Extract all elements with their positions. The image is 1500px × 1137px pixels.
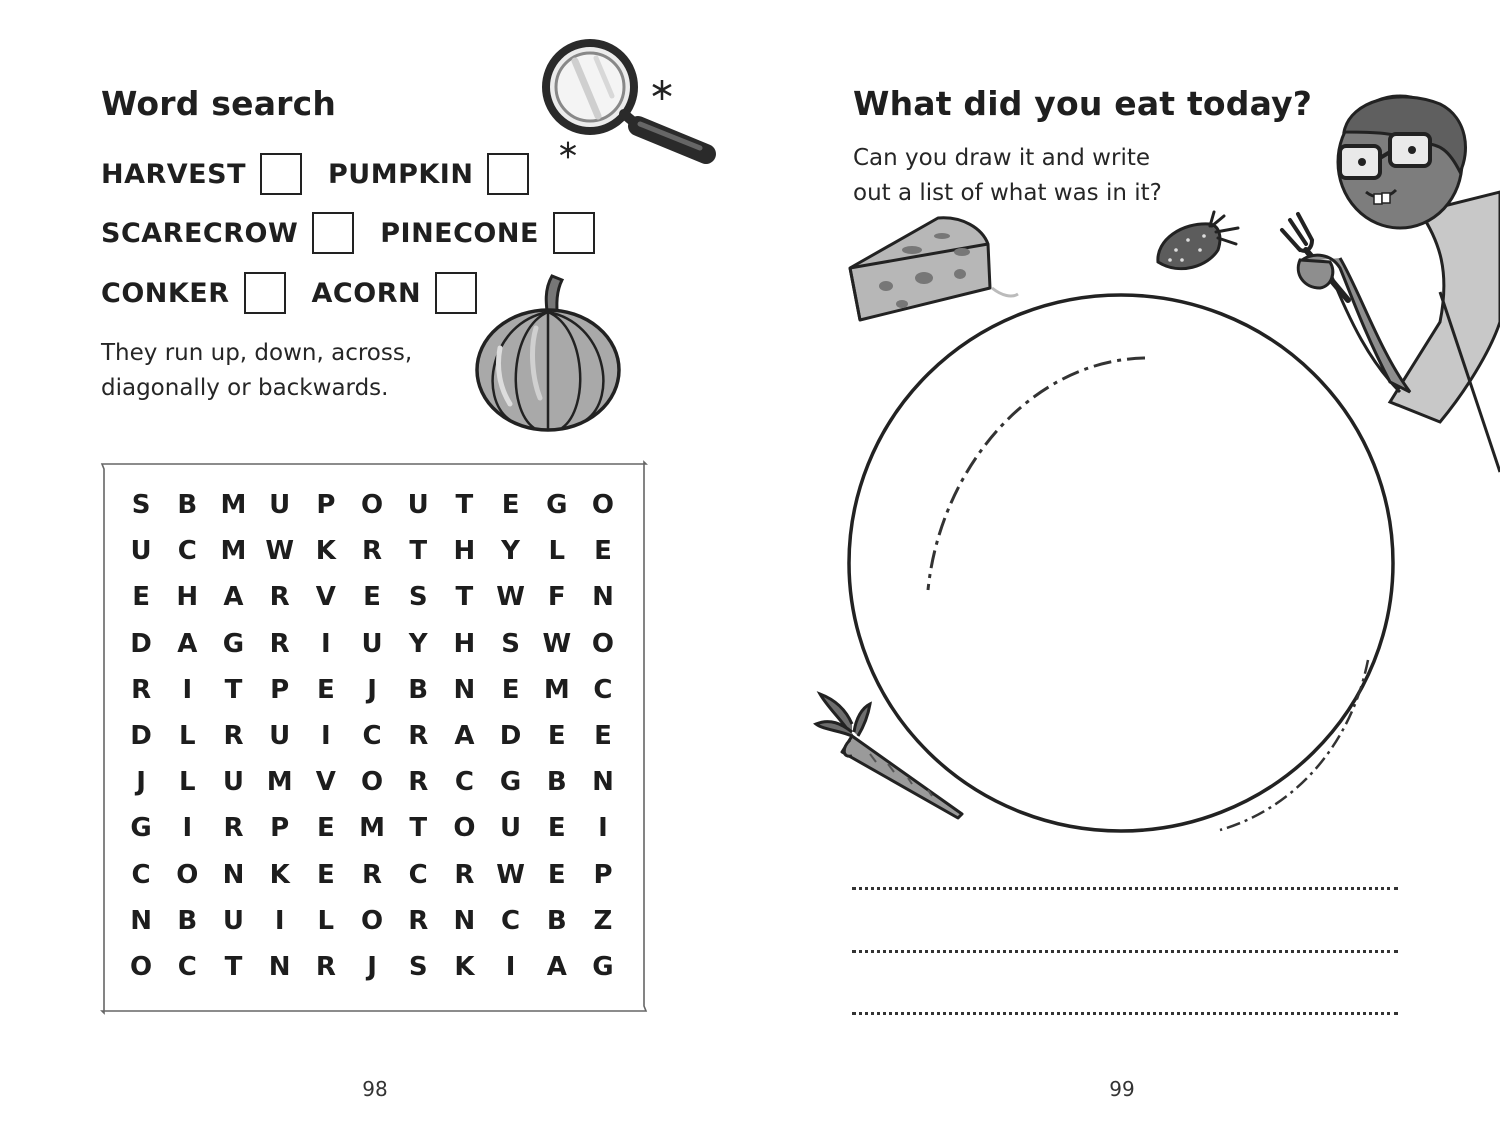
- word-checkbox[interactable]: [260, 153, 302, 195]
- grid-letter[interactable]: E: [132, 582, 150, 613]
- grid-letter[interactable]: Z: [593, 905, 613, 936]
- grid-letter[interactable]: Y: [501, 536, 520, 567]
- grid-letter[interactable]: M: [543, 674, 570, 705]
- grid-letter[interactable]: C: [501, 905, 521, 936]
- grid-letter[interactable]: H: [453, 628, 476, 659]
- grid-letter[interactable]: O: [360, 767, 384, 798]
- grid-letter[interactable]: F: [547, 582, 566, 613]
- grid-letter[interactable]: B: [408, 674, 429, 705]
- grid-letter[interactable]: U: [269, 721, 291, 752]
- grid-letter[interactable]: R: [362, 859, 383, 890]
- grid-letter[interactable]: L: [178, 767, 196, 798]
- grid-letter[interactable]: E: [501, 490, 520, 521]
- grid-letter[interactable]: H: [176, 582, 199, 613]
- grid-letter[interactable]: L: [178, 721, 196, 752]
- grid-letter[interactable]: N: [130, 905, 152, 936]
- grid-letter[interactable]: G: [130, 813, 152, 844]
- grid-letter[interactable]: E: [594, 721, 612, 752]
- grid-letter[interactable]: I: [505, 951, 516, 982]
- grid-letter[interactable]: R: [408, 905, 429, 936]
- grid-letter[interactable]: R: [454, 859, 475, 890]
- word-checkbox[interactable]: [553, 212, 595, 254]
- grid-letter[interactable]: E: [547, 859, 566, 890]
- grid-letter[interactable]: V: [315, 582, 336, 613]
- grid-letter[interactable]: R: [131, 674, 152, 705]
- grid-letter[interactable]: U: [500, 813, 522, 844]
- grid-letter[interactable]: R: [362, 536, 383, 567]
- grid-letter[interactable]: R: [223, 721, 244, 752]
- grid-letter[interactable]: I: [321, 721, 331, 752]
- grid-letter[interactable]: I: [182, 813, 193, 844]
- grid-letter[interactable]: U: [407, 490, 429, 521]
- grid-letter[interactable]: V: [315, 767, 336, 798]
- grid-letter[interactable]: G: [546, 490, 568, 521]
- grid-letter[interactable]: U: [269, 490, 291, 521]
- grid-letter[interactable]: W: [496, 859, 525, 890]
- grid-letter[interactable]: W: [265, 536, 294, 567]
- grid-letter[interactable]: U: [130, 536, 152, 567]
- word-list-row: [101, 153, 529, 195]
- grid-letter[interactable]: O: [130, 951, 153, 982]
- grid-letter[interactable]: O: [360, 490, 384, 521]
- grid-letter[interactable]: D: [130, 721, 152, 752]
- grid-letter[interactable]: O: [360, 905, 384, 936]
- grid-letter[interactable]: I: [598, 813, 608, 844]
- grid-letter[interactable]: S: [408, 582, 428, 613]
- grid-letter[interactable]: U: [222, 767, 245, 798]
- grid-letter[interactable]: P: [270, 674, 290, 705]
- grid-letter[interactable]: T: [455, 490, 474, 521]
- grid-letter[interactable]: S: [408, 951, 428, 982]
- sparkle-icon: [650, 78, 674, 106]
- word-label: PUMPKIN: [328, 158, 474, 190]
- page-number: 98: [362, 1077, 388, 1101]
- grid-letter[interactable]: E: [547, 721, 566, 752]
- writing-line[interactable]: [852, 887, 1398, 890]
- strawberry-icon: [1152, 210, 1244, 284]
- grid-letter[interactable]: C: [593, 674, 613, 705]
- pumpkin-icon: [470, 268, 626, 438]
- child-character: [1290, 92, 1500, 486]
- grid-letter[interactable]: A: [546, 951, 567, 982]
- word-list-row: [101, 272, 477, 314]
- grid-letter[interactable]: O: [591, 490, 615, 521]
- instruction-line: Can you draw it and write: [853, 145, 1151, 171]
- word-search-title: Word search: [101, 84, 337, 123]
- word-label: HARVEST: [101, 158, 246, 190]
- sparkle-icon: [558, 140, 578, 164]
- grid-letter[interactable]: O: [453, 813, 476, 844]
- meal-title: What did you eat today?: [853, 84, 1313, 123]
- grid-letter[interactable]: B: [546, 905, 567, 936]
- grid-letter[interactable]: J: [136, 767, 146, 798]
- word-item-scarecrow: [101, 212, 354, 254]
- grid-letter[interactable]: R: [269, 582, 290, 613]
- grid-letter[interactable]: O: [591, 628, 615, 659]
- grid-letter[interactable]: N: [453, 905, 476, 936]
- page-number: 99: [1109, 1077, 1135, 1101]
- word-checkbox[interactable]: [487, 153, 529, 195]
- grid-letter[interactable]: T: [224, 674, 243, 705]
- grid-letter[interactable]: M: [220, 490, 247, 521]
- grid-letter[interactable]: S: [501, 628, 520, 659]
- grid-letter[interactable]: S: [131, 490, 151, 521]
- grid-letter[interactable]: N: [453, 674, 476, 705]
- grid-letter[interactable]: Y: [408, 628, 428, 659]
- word-checkbox[interactable]: [244, 272, 286, 314]
- grid-letter[interactable]: N: [222, 859, 245, 890]
- grid-letter[interactable]: K: [315, 536, 336, 567]
- grid-letter[interactable]: U: [222, 905, 245, 936]
- grid-letter[interactable]: C: [408, 859, 428, 890]
- grid-letter[interactable]: J: [367, 674, 377, 705]
- instruction-line: out a list of what was in it?: [853, 180, 1162, 206]
- grid-letter[interactable]: M: [359, 813, 385, 844]
- instruction-line: diagonally or backwards.: [101, 375, 389, 401]
- grid-letter[interactable]: C: [131, 859, 151, 890]
- writing-line[interactable]: [852, 1012, 1398, 1015]
- grid-letter[interactable]: T: [224, 951, 243, 982]
- grid-letter[interactable]: C: [177, 951, 197, 982]
- grid-letter[interactable]: R: [408, 721, 429, 752]
- grid-letter[interactable]: C: [454, 767, 474, 798]
- word-search-instructions: [101, 336, 412, 406]
- grid-letter[interactable]: N: [268, 951, 291, 982]
- grid-letter[interactable]: T: [409, 536, 428, 567]
- grid-letter[interactable]: E: [594, 536, 612, 567]
- grid-letter[interactable]: K: [454, 951, 475, 982]
- grid-letter[interactable]: M: [266, 767, 293, 798]
- word-checkbox[interactable]: [312, 212, 354, 254]
- grid-letter[interactable]: E: [316, 859, 335, 890]
- grid-letter[interactable]: T: [409, 813, 428, 844]
- grid-letter[interactable]: C: [362, 721, 382, 752]
- word-item-harvest: [101, 153, 302, 195]
- grid-letter[interactable]: B: [546, 767, 567, 798]
- carrot-icon: [812, 690, 972, 830]
- grid-letter[interactable]: A: [223, 582, 244, 613]
- word-item-pinecone: [380, 212, 595, 254]
- grid-letter[interactable]: A: [454, 721, 475, 752]
- meal-instructions: [853, 141, 1162, 211]
- grid-letter[interactable]: G: [499, 767, 522, 798]
- grid-letter[interactable]: E: [316, 674, 335, 705]
- grid-letter[interactable]: E: [501, 674, 520, 705]
- grid-letter[interactable]: N: [592, 582, 614, 613]
- grid-letter[interactable]: P: [270, 813, 290, 844]
- word-item-acorn: [312, 272, 478, 314]
- grid-letter[interactable]: P: [316, 490, 336, 521]
- grid-letter[interactable]: E: [316, 813, 335, 844]
- grid-letter[interactable]: I: [274, 905, 285, 936]
- word-list-row: [101, 212, 595, 254]
- grid-letter[interactable]: J: [367, 951, 377, 982]
- grid-letter[interactable]: R: [408, 767, 429, 798]
- grid-letter[interactable]: R: [223, 813, 244, 844]
- grid-letter[interactable]: E: [547, 813, 566, 844]
- grid-letter[interactable]: C: [177, 536, 197, 567]
- grid-letter[interactable]: W: [496, 582, 525, 613]
- grid-letter[interactable]: M: [220, 536, 247, 567]
- grid-letter[interactable]: O: [176, 859, 199, 890]
- grid-letter[interactable]: A: [177, 628, 198, 659]
- grid-letter[interactable]: R: [269, 628, 290, 659]
- word-label: SCARECROW: [101, 217, 299, 249]
- instruction-line: They run up, down, across,: [101, 340, 413, 366]
- grid-letter[interactable]: T: [455, 582, 474, 613]
- grid-letter[interactable]: W: [542, 628, 572, 659]
- grid-letter[interactable]: D: [130, 628, 152, 659]
- word-item-conker: [101, 272, 286, 314]
- grid-letter[interactable]: L: [317, 905, 335, 936]
- grid-letter[interactable]: H: [453, 536, 476, 567]
- grid-letter[interactable]: B: [177, 490, 198, 521]
- grid-letter[interactable]: I: [321, 628, 331, 659]
- word-label: PINECONE: [380, 217, 539, 249]
- grid-letter[interactable]: E: [363, 582, 381, 613]
- writing-line[interactable]: [852, 950, 1398, 953]
- grid-letter[interactable]: P: [593, 859, 613, 890]
- word-item-pumpkin: [328, 153, 529, 195]
- grid-letter[interactable]: B: [177, 905, 198, 936]
- word-search-grid[interactable]: [118, 482, 626, 990]
- word-label: CONKER: [101, 277, 230, 309]
- grid-letter[interactable]: G: [222, 628, 245, 659]
- grid-letter[interactable]: D: [499, 721, 522, 752]
- grid-letter[interactable]: G: [592, 951, 614, 982]
- grid-letter[interactable]: K: [269, 859, 290, 890]
- grid-letter[interactable]: R: [315, 951, 336, 982]
- grid-letter[interactable]: N: [592, 767, 614, 798]
- grid-letter[interactable]: I: [182, 674, 193, 705]
- grid-letter[interactable]: L: [548, 536, 566, 567]
- word-label: ACORN: [311, 277, 422, 309]
- grid-letter[interactable]: U: [361, 628, 383, 659]
